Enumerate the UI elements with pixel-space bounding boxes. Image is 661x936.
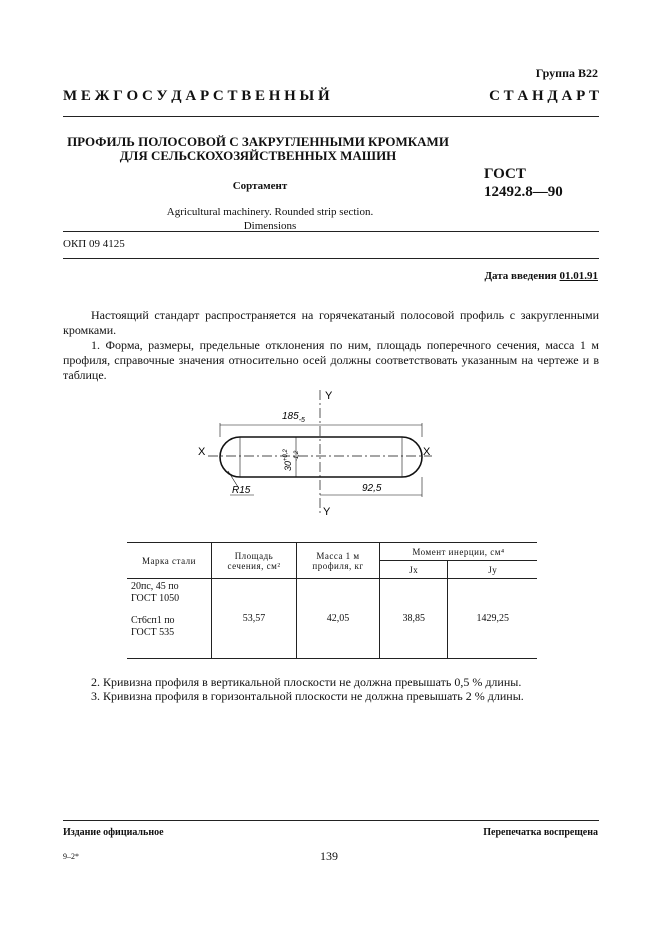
intro-paragraph: Настоящий стандарт распространяется на горячекатаный полосовой профиль с закругленными кромками. xyxy=(63,308,599,337)
header-mass-per-meter: Масса 1 м профиля, кг xyxy=(297,543,380,579)
footer-rule xyxy=(63,820,599,821)
header-jx: Jx xyxy=(380,561,448,579)
header-jy: Jy xyxy=(448,561,537,579)
radius-label: R15 xyxy=(232,485,251,496)
height-dimension-text xyxy=(283,448,293,471)
width-dimension-value: 185 xyxy=(282,411,299,422)
x-axis-label-right: X xyxy=(423,446,431,458)
height-dimension-value: 30 xyxy=(283,460,293,471)
gost-number: 12492.8—90 xyxy=(484,184,563,200)
height-tolerance-lower: -1,2 xyxy=(294,450,300,461)
banner-word-standard: С Т А Н Д А Р Т xyxy=(489,88,599,104)
title-line-2: ДЛЯ СЕЛЬСКОХОЗЯЙСТВЕННЫХ МАШИН xyxy=(119,148,397,163)
steel-grade-1-line-2: ГОСТ 1050 xyxy=(131,593,180,604)
banner-word-interstate: М Е Ж Г О С У Д А Р С Т В Е Н Н Ы Й xyxy=(63,88,330,104)
specification-table xyxy=(127,542,537,659)
header-moment-of-inertia: Момент инерции, см⁴ xyxy=(380,543,538,561)
effective-date xyxy=(484,270,598,282)
area-value: 53,57 xyxy=(212,579,297,659)
effective-date-label: Дата введения xyxy=(484,270,557,282)
reprint-prohibited-note: Перепечатка воспрещена xyxy=(483,827,598,838)
english-title xyxy=(140,205,400,233)
clause-2-note: 2. Кривизна профиля в вертикальной плоскости не должна превышать 0,5 % длины. xyxy=(91,675,522,689)
page-number: 139 xyxy=(320,849,338,863)
mass-value: 42,05 xyxy=(297,579,380,659)
english-title-line-2: Dimensions xyxy=(243,220,297,232)
steel-grade-2-line-1: Ст6сп1 по xyxy=(131,615,175,626)
clause-1-paragraph: 1. Форма, размеры, предельные отклонения по ним, площадь поперечного сечения, масса 1 м профиля, справочные значения относительно осей должны соответствовать указанным на чертеже и в таблице. xyxy=(63,338,599,382)
okp-code: ОКП 09 4125 xyxy=(63,238,125,250)
gost-designation xyxy=(484,165,584,201)
print-code: 9–2* xyxy=(63,852,79,861)
jx-value: 38,85 xyxy=(380,579,448,659)
title-line-1: ПРОФИЛЬ ПОЛОСОВОЙ С ЗАКРУГЛЕННЫМИ КРОМКАМИ xyxy=(67,134,449,149)
x-axis-label-left: X xyxy=(198,446,206,458)
group-code: Группа В22 xyxy=(535,66,598,80)
width-dimension-text xyxy=(282,411,305,424)
header-steel-grade: Марка стали xyxy=(127,543,212,579)
document-title xyxy=(63,135,453,163)
steel-grade-cell xyxy=(127,579,212,659)
title-rule xyxy=(63,231,599,232)
standard-banner xyxy=(63,88,599,105)
y-axis-label-top: Y xyxy=(325,390,333,402)
half-width-dimension-text: 92,5 xyxy=(362,483,382,494)
clause-3-note: 3. Кривизна профиля в горизонтальной плоскости не должна превышать 2 % длины. xyxy=(91,689,524,703)
height-tolerance-upper: +0,2 xyxy=(283,449,289,461)
banner-rule xyxy=(63,116,599,117)
profile-drawing xyxy=(190,385,450,520)
document-subtitle: Сортамент xyxy=(232,180,288,192)
profile-outline xyxy=(220,437,422,477)
steel-grade-2-line-2: ГОСТ 535 xyxy=(131,627,175,638)
english-title-line-1: Agricultural machinery. Rounded strip section. xyxy=(166,206,374,218)
jy-value: 1429,25 xyxy=(448,579,537,659)
official-edition-note: Издание официальное xyxy=(63,827,164,838)
width-dimension-tolerance: -5 xyxy=(298,417,305,424)
gost-label: ГОСТ xyxy=(484,166,526,182)
y-axis-label-bottom: Y xyxy=(323,506,331,518)
header-cross-section-area: Площадь сечения, см² xyxy=(212,543,297,579)
okp-rule xyxy=(63,258,599,259)
effective-date-value: 01.01.91 xyxy=(559,270,598,282)
steel-grade-1-line-1: 20пс, 45 по xyxy=(131,581,179,592)
